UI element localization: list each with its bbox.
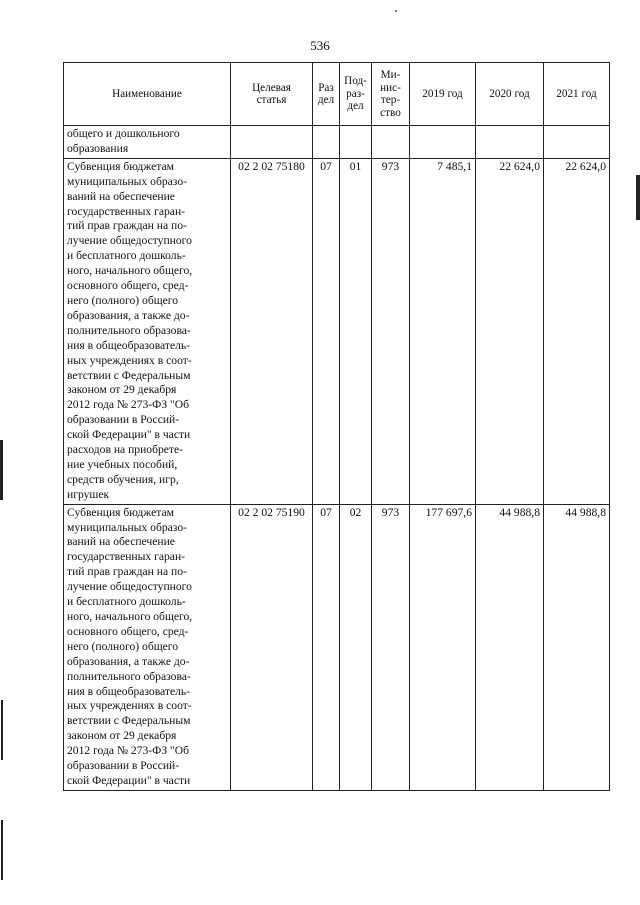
row-target: 02 2 02 75190 [231,504,313,790]
row-section: 07 [313,158,340,504]
header-ministry: Ми- нис- тер- ство [372,63,410,126]
budget-table [63,62,610,791]
row-2021 [544,126,610,159]
scan-edge-mark-left-mid [1,700,3,760]
row-ministry: 973 [372,504,410,790]
row-target: 02 2 02 75180 [231,158,313,504]
table-row [64,158,610,504]
scan-speck [395,10,397,12]
row-2019: 177 697,6 [410,504,476,790]
row-ministry [372,126,410,159]
page-number: 536 [310,38,330,53]
row-name: общего и дошкольного образования [64,126,231,159]
table-row [64,504,610,790]
row-2019 [410,126,476,159]
row-2020: 44 988,8 [476,504,544,790]
row-subsection [340,126,372,159]
header-subsection: Под- раз- дел [340,63,372,126]
row-target [231,126,313,159]
row-subsection: 02 [340,504,372,790]
header-section: Раз дел [313,63,340,126]
row-section [313,126,340,159]
header-2019: 2019 год [410,63,476,126]
row-2021: 44 988,8 [544,504,610,790]
row-2021: 22 624,0 [544,158,610,504]
scan-edge-mark-right [636,175,640,220]
header-2020: 2020 год [476,63,544,126]
row-name: Субвенция бюджетам муниципальных образо- ваний на обеспечение государственных гаран- тий прав граждан на по- лучение общедоступного и бесплатного дошколь- ного, начального общего, основного общего, сред- него (полного) общего образования, а также до- полнительного образова- ния в общеобразователь- ных учреждениях в соот- ветствии с Федеральным законом от 29 декабря 2012 года № 273-ФЗ "Об образовании в Россий- ской Федерации" в части [64,504,231,790]
header-target: Целевая статья [231,63,313,126]
scan-edge-mark-left-bottom [1,820,3,880]
scan-edge-mark-left-top [0,440,3,500]
row-2019: 7 485,1 [410,158,476,504]
row-section: 07 [313,504,340,790]
header-name: Наименование [64,63,231,126]
row-subsection: 01 [340,158,372,504]
header-2021: 2021 год [544,63,610,126]
table-header-row [64,63,610,126]
row-ministry: 973 [372,158,410,504]
row-2020 [476,126,544,159]
row-name: Субвенция бюджетам муниципальных образо- ваний на обеспечение государственных гаран- тий прав граждан на по- лучение общедоступного и бесплатного дошколь- ного, начального общего, основного общего, сред- него (полного) общего образования, а также до- полнительного образова- ния в общеобразователь- ных учреждениях в соот- ветствии с Федеральным законом от 29 декабря 2012 года № 273-ФЗ "Об образовании в Россий- ской Федерации" в части расходов на приобрете- ние учебных пособий, средств обучения, игр, игрушек [64,158,231,504]
row-2020: 22 624,0 [476,158,544,504]
table-row [64,126,610,159]
